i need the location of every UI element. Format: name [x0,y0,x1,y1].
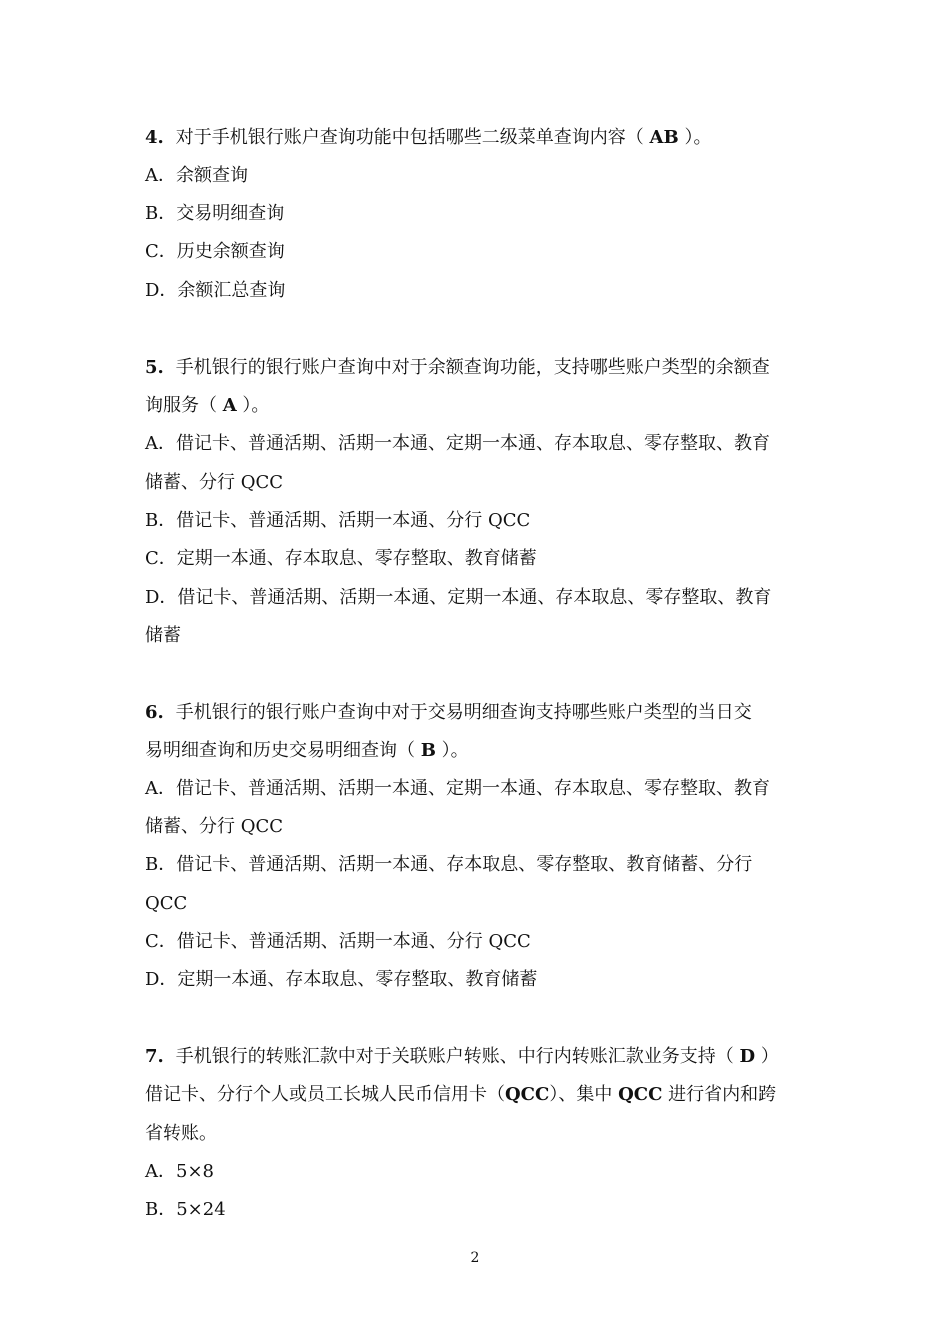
question-text: 手机银行的银行账户查询中对于交易明细查询支持哪些账户类型的当日交 [175,702,752,723]
question-5-stem [145,356,770,380]
option-a: A．余额查询 [145,165,248,186]
answer-key: A [222,395,237,416]
question-4-stem [145,126,711,150]
option-a: A．5×8 [145,1161,214,1182]
option-a-cont: 储蓄、分行 QCC [145,816,284,837]
question-number: 5. [145,357,164,378]
question-number: 7. [145,1046,164,1067]
question-text: 对于手机银行账户查询功能中包括哪些二级菜单查询内容（ [175,127,650,148]
option-b: B．5×24 [145,1199,226,1220]
question-text: ）、集中 [549,1084,619,1105]
question-number: 4. [145,127,164,148]
option-b: B．借记卡、普通活期、活期一本通、分行 QCC [145,510,531,531]
answer-key: B [420,740,436,761]
question-text: 借记卡、分行个人或员工长城人民币信用卡（ [145,1084,505,1105]
question-7-stem [145,1045,779,1069]
option-d-cont: 储蓄 [145,625,181,646]
question-7-stem-cont [145,1083,776,1107]
question-text: 手机银行的转账汇款中对于关联账户转账、中行内转账汇款业务支持（ [175,1046,740,1067]
question-text: 易明细查询和历史交易明细查询（ [145,740,421,761]
option-d: D．借记卡、普通活期、活期一本通、定期一本通、存本取息、零存整取、教育 [145,587,772,608]
question-text: 手机银行的银行账户查询中对于余额查询功能，支持哪些账户类型的余额查 [175,357,770,378]
question-7-stem-end: 省转账。 [145,1123,217,1144]
question-text-end: ）。 [678,127,712,148]
question-text: 进行省内和跨 [662,1084,777,1105]
question-text-end: ）。 [435,740,469,761]
option-c: C．定期一本通、存本取息、零存整取、教育储蓄 [145,548,537,569]
option-a: A．借记卡、普通活期、活期一本通、定期一本通、存本取息、零存整取、教育 [145,778,770,799]
option-b: B．交易明细查询 [145,203,285,224]
option-c: C．历史余额查询 [145,241,285,262]
answer-key: D [739,1046,756,1067]
question-text-end: ）。 [236,395,270,416]
option-b-cont: QCC [145,893,188,914]
option-d: D．余额汇总查询 [145,280,286,301]
answer-key: AB [649,127,679,148]
page-number: 2 [470,1250,480,1266]
option-a-cont: 储蓄、分行 QCC [145,472,284,493]
question-text-end: ） [755,1046,779,1067]
option-a: A．借记卡、普通活期、活期一本通、定期一本通、存本取息、零存整取、教育 [145,433,770,454]
qcc-term: QCC [505,1084,550,1105]
option-b: B．借记卡、普通活期、活期一本通、存本取息、零存整取、教育储蓄、分行 [145,854,753,875]
qcc-term: QCC [618,1084,663,1105]
option-c: C．借记卡、普通活期、活期一本通、分行 QCC [145,931,531,952]
question-6-stem [145,701,752,725]
question-number: 6. [145,702,164,723]
question-6-stem-cont [145,739,469,763]
option-d: D．定期一本通、存本取息、零存整取、教育储蓄 [145,969,538,990]
question-5-stem-cont [145,394,269,418]
question-text: 询服务（ [145,395,223,416]
